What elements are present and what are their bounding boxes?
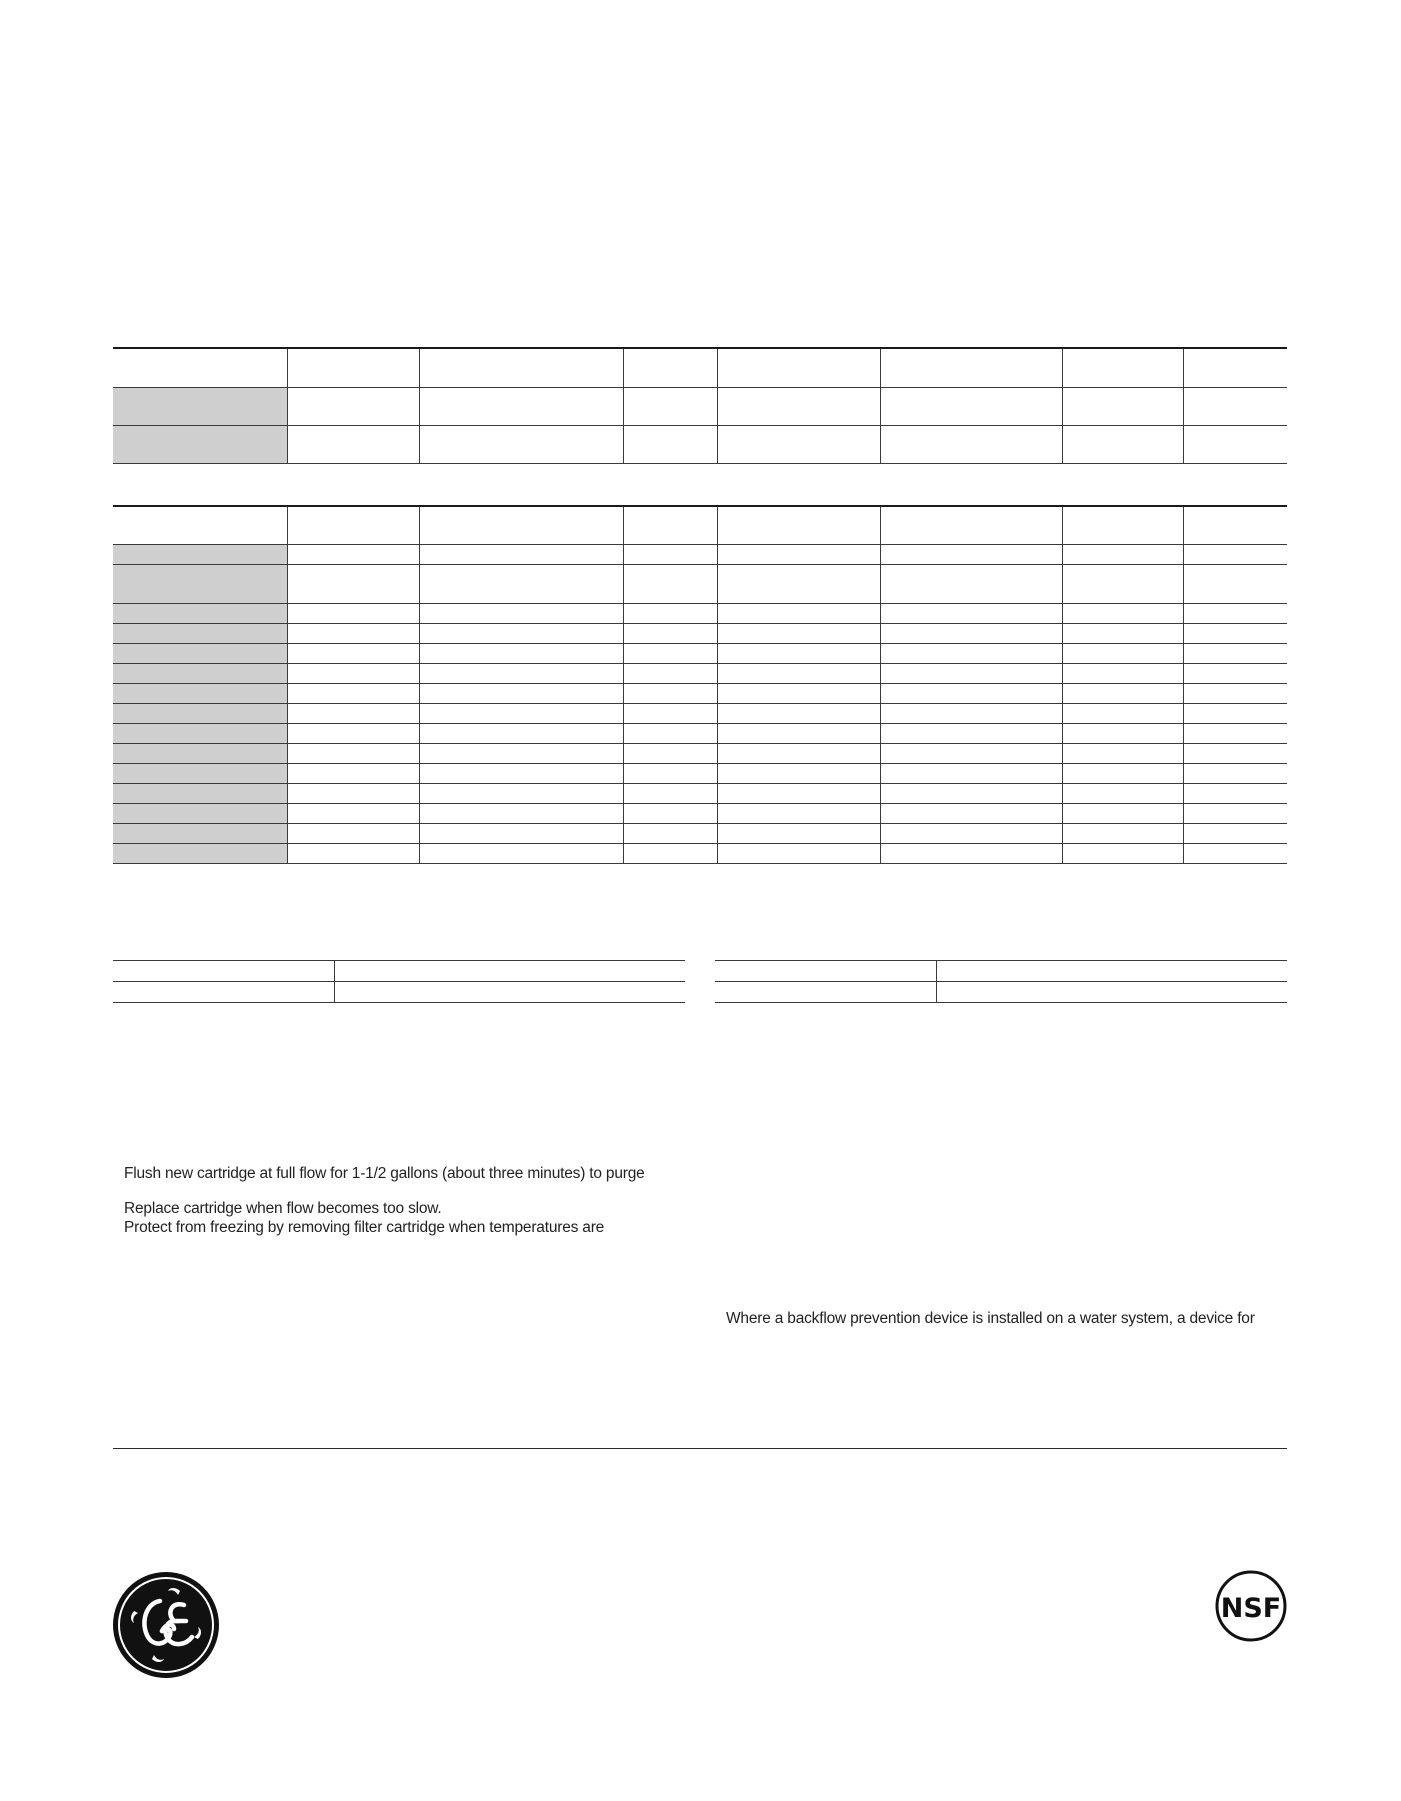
table-row — [113, 387, 1287, 425]
table-row — [113, 743, 1287, 763]
table-row — [113, 703, 1287, 723]
footer-divider — [113, 1448, 1287, 1449]
table-row — [113, 803, 1287, 823]
table-row — [113, 663, 1287, 683]
svg-text:NSF: NSF — [1220, 1593, 1282, 1624]
spec-table-right — [715, 960, 1287, 1003]
table-row — [113, 643, 1287, 663]
table-row — [113, 564, 1287, 603]
table-header-row — [113, 348, 1287, 387]
table-row — [113, 623, 1287, 643]
ge-logo-icon — [112, 1571, 220, 1679]
table-row — [715, 982, 1287, 1003]
performance-table-upper — [113, 347, 1287, 464]
table-row — [715, 961, 1287, 982]
table-row — [113, 763, 1287, 783]
table-row — [113, 982, 685, 1003]
instruction-protect: Protect from freezing by removing filter cartridge when temperatures are — [124, 1219, 605, 1236]
spec-table-left — [113, 960, 685, 1003]
table-row — [113, 723, 1287, 743]
table-row — [113, 961, 685, 982]
table-row — [113, 823, 1287, 843]
performance-table-lower — [113, 505, 1287, 864]
table-header-row — [113, 506, 1287, 544]
backflow-note: Where a backflow prevention device is installed on a water system, a device for — [726, 1310, 1255, 1327]
table-row — [113, 783, 1287, 803]
table-row — [113, 544, 1287, 564]
table-row — [113, 425, 1287, 463]
table-row — [113, 603, 1287, 623]
table-row — [113, 683, 1287, 703]
nsf-logo-icon — [1214, 1569, 1288, 1643]
table-row — [113, 843, 1287, 863]
ge-logo — [112, 1571, 220, 1679]
instruction-flush: Flush new cartridge at full flow for 1-1/2 gallons (about three minutes) to purge — [124, 1165, 645, 1182]
nsf-logo — [1214, 1569, 1288, 1643]
instruction-replace: Replace cartridge when flow becomes too slow. — [124, 1200, 442, 1217]
